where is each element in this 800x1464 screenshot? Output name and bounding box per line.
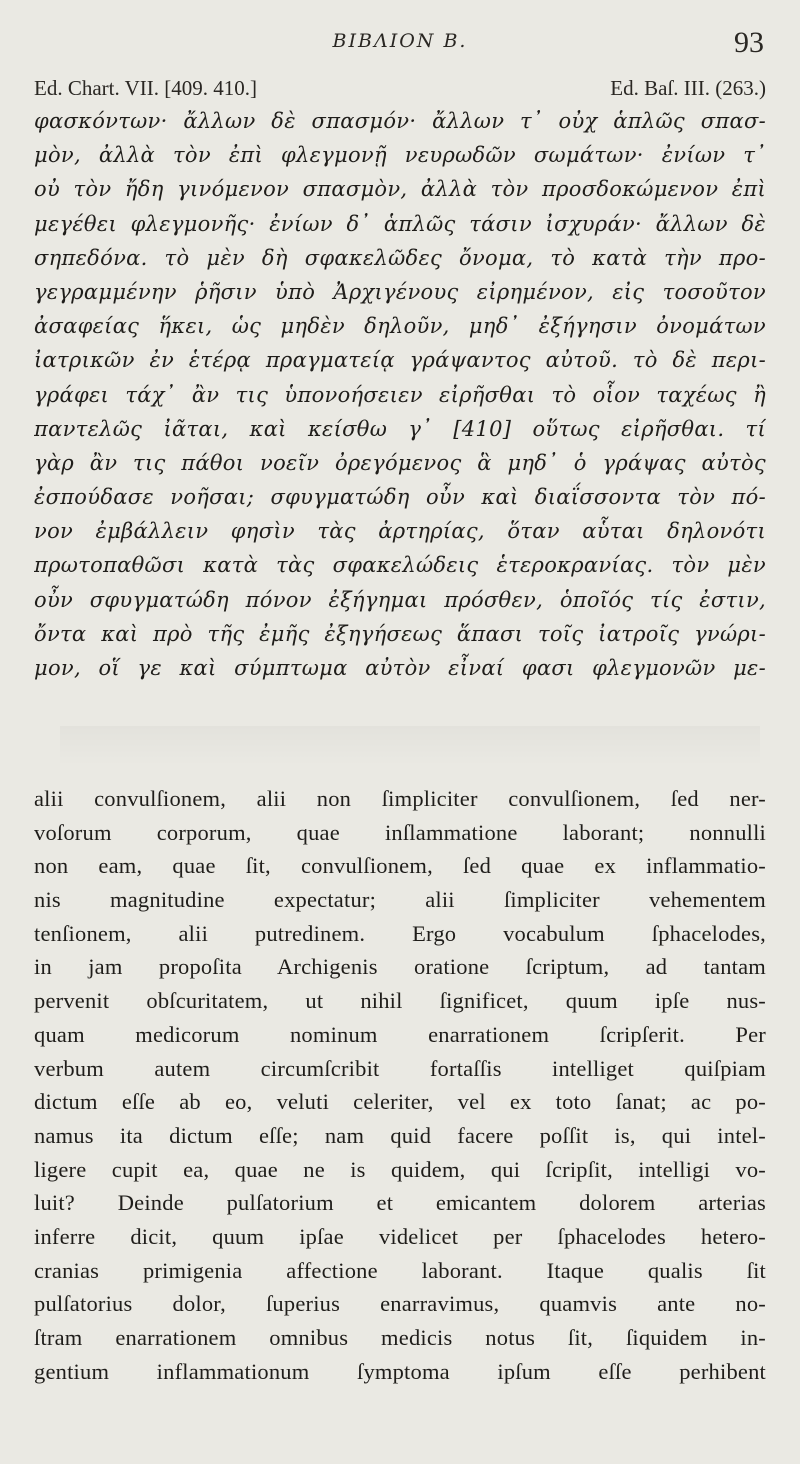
greek-line: ἰατρικῶν ἐν ἑτέρᾳ πραγματείᾳ γράψαντος αὐτοῦ. τὸ δὲ περι- xyxy=(34,348,766,373)
greek-line: οὐ τὸν ἤδη γινόμενον σπασμὸν, ἀλλὰ τὸν προσδοκώμενον ἐπὶ xyxy=(34,177,766,202)
greek-line: πρωτοπαθῶσι κατὰ τὰς σφακελώδεις ἑτεροκρανίας. τὸν μὲν xyxy=(34,553,766,578)
edition-reference-right: Ed. Baſ. III. (263.) xyxy=(610,76,766,100)
greek-line: οὖν σφυγματώδη πόνον ἐξήγημαι πρόσθεν, ὁποῖός τίς ἐστιν, xyxy=(34,587,766,612)
greek-line: γεγραμμένην ῥῆσιν ὑπὸ Ἀρχιγένους εἰρημένον, εἰς τοσοῦτον xyxy=(34,279,766,304)
greek-line: μὸν, ἀλλὰ τὸν ἐπὶ φλεγμονῇ νευρωδῶν σωμάτων· ἐνίων τ᾽ xyxy=(34,143,766,168)
greek-text-block xyxy=(34,104,766,685)
page-number: 93 xyxy=(734,26,764,59)
latin-line: non eam, quae ſit, convulſionem, ſed quae ex inflammatio- xyxy=(34,853,766,879)
greek-line: σηπεδόνα. τὸ μὲν δὴ σφακελῶδες ὄνομα, τὸ κατὰ τὴν προ- xyxy=(34,245,766,270)
latin-line: tenſionem, alii putredinem. Ergo vocabulum ſphacelodes, xyxy=(34,920,766,946)
running-title: BIBΛION B. xyxy=(332,30,468,52)
latin-line: verbum autem circumſcribit fortaſſis intelliget quiſpiam xyxy=(34,1055,766,1081)
greek-line: μον, οἵ γε καὶ σύμπτωμα αὐτὸν εἶναί φασι φλεγμονῶν με- xyxy=(34,656,766,680)
greek-line: μεγέθει φλεγμονῆς· ἐνίων δ᾽ ἁπλῶς τάσιν ἰσχυράν· ἄλλων δὲ xyxy=(34,211,766,236)
greek-line: ὄντα καὶ πρὸ τῆς ἐμῆς ἐξηγήσεως ἅπασι τοῖς ἰατροῖς γνώρι- xyxy=(34,621,766,646)
latin-line: in jam propoſita Archigenis oratione ſcriptum, ad tantam xyxy=(34,954,766,980)
latin-line: ligere cupit ea, quae ne is quidem, qui ſcripſit, intelligi vo- xyxy=(34,1156,766,1182)
greek-line: γράφει τάχ᾽ ἂν τις ὑπονοήσειεν εἰρῆσθαι τὸ οἷον ταχέως ἢ xyxy=(34,382,766,407)
latin-line: quam medicorum nominum enarrationem ſcripſerit. Per xyxy=(34,1021,766,1047)
greek-line: ἐσπούδασε νοῆσαι; σφυγματώδη οὖν καὶ διαΐσσοντα τὸν πό- xyxy=(34,485,766,510)
greek-line: γὰρ ἂν τις πάθοι νοεῖν ὀρεγόμενος ἃ μηδ᾽ ὁ γράψας αὐτὸς xyxy=(34,450,766,475)
greek-line: νον ἐμβάλλειν φησὶν τὰς ἀρτηρίας, ὅταν αὗται δηλονότι xyxy=(34,519,766,544)
latin-line: voſorum corporum, quae inſlammatione laborant; nonnulli xyxy=(34,819,766,845)
greek-line: φασκόντων· ἄλλων δὲ σπασμόν· ἄλλων τ᾽ οὐχ ἁπλῶς σπασ- xyxy=(34,109,766,133)
latin-line: luit? Deinde pulſatorium et emicantem dolorem arterias xyxy=(34,1190,766,1216)
show-through-shadow xyxy=(60,726,760,766)
latin-line: cranias primigenia affectione laborant. Itaque qualis ſit xyxy=(34,1257,766,1283)
latin-line: alii convulſionem, alii non ſimpliciter convulſionem, ſed ner- xyxy=(34,786,766,811)
latin-line: nis magnitudine expectatur; alii ſimpliciter vehementem xyxy=(34,887,766,913)
latin-text-block xyxy=(34,782,766,1388)
edition-reference-left: Ed. Chart. VII. [409. 410.] xyxy=(34,76,257,100)
latin-line: pulſatorius dolor, ſuperius enarravimus, quamvis ante no- xyxy=(34,1291,766,1317)
greek-line: ἀσαφείας ἥκει, ὡς μηδὲν δηλοῦν, μηδ᾽ ἐξήγησιν ὀνομάτων xyxy=(34,314,766,339)
latin-line: ſtram enarrationem omnibus medicis notus ſit, ſiquidem in- xyxy=(34,1325,766,1350)
latin-line: dictum eſſe ab eo, veluti celeriter, vel ex toto ſanat; ac po- xyxy=(34,1089,766,1115)
latin-line: inferre dicit, quum ipſae videlicet per ſphacelodes hetero- xyxy=(34,1223,766,1249)
latin-line: pervenit obſcuritatem, ut nihil ſignificet, quum ipſe nus- xyxy=(34,988,766,1014)
latin-line: namus ita dictum eſſe; nam quid facere poſſit is, qui intel- xyxy=(34,1122,766,1148)
greek-line: παντελῶς ἰᾶται, καὶ κείσθω γ᾽ [410] οὕτως εἰρῆσθαι. τί xyxy=(34,416,766,441)
latin-line: gentium inflammationum ſymptoma ipſum eſſe perhibent xyxy=(34,1358,766,1384)
